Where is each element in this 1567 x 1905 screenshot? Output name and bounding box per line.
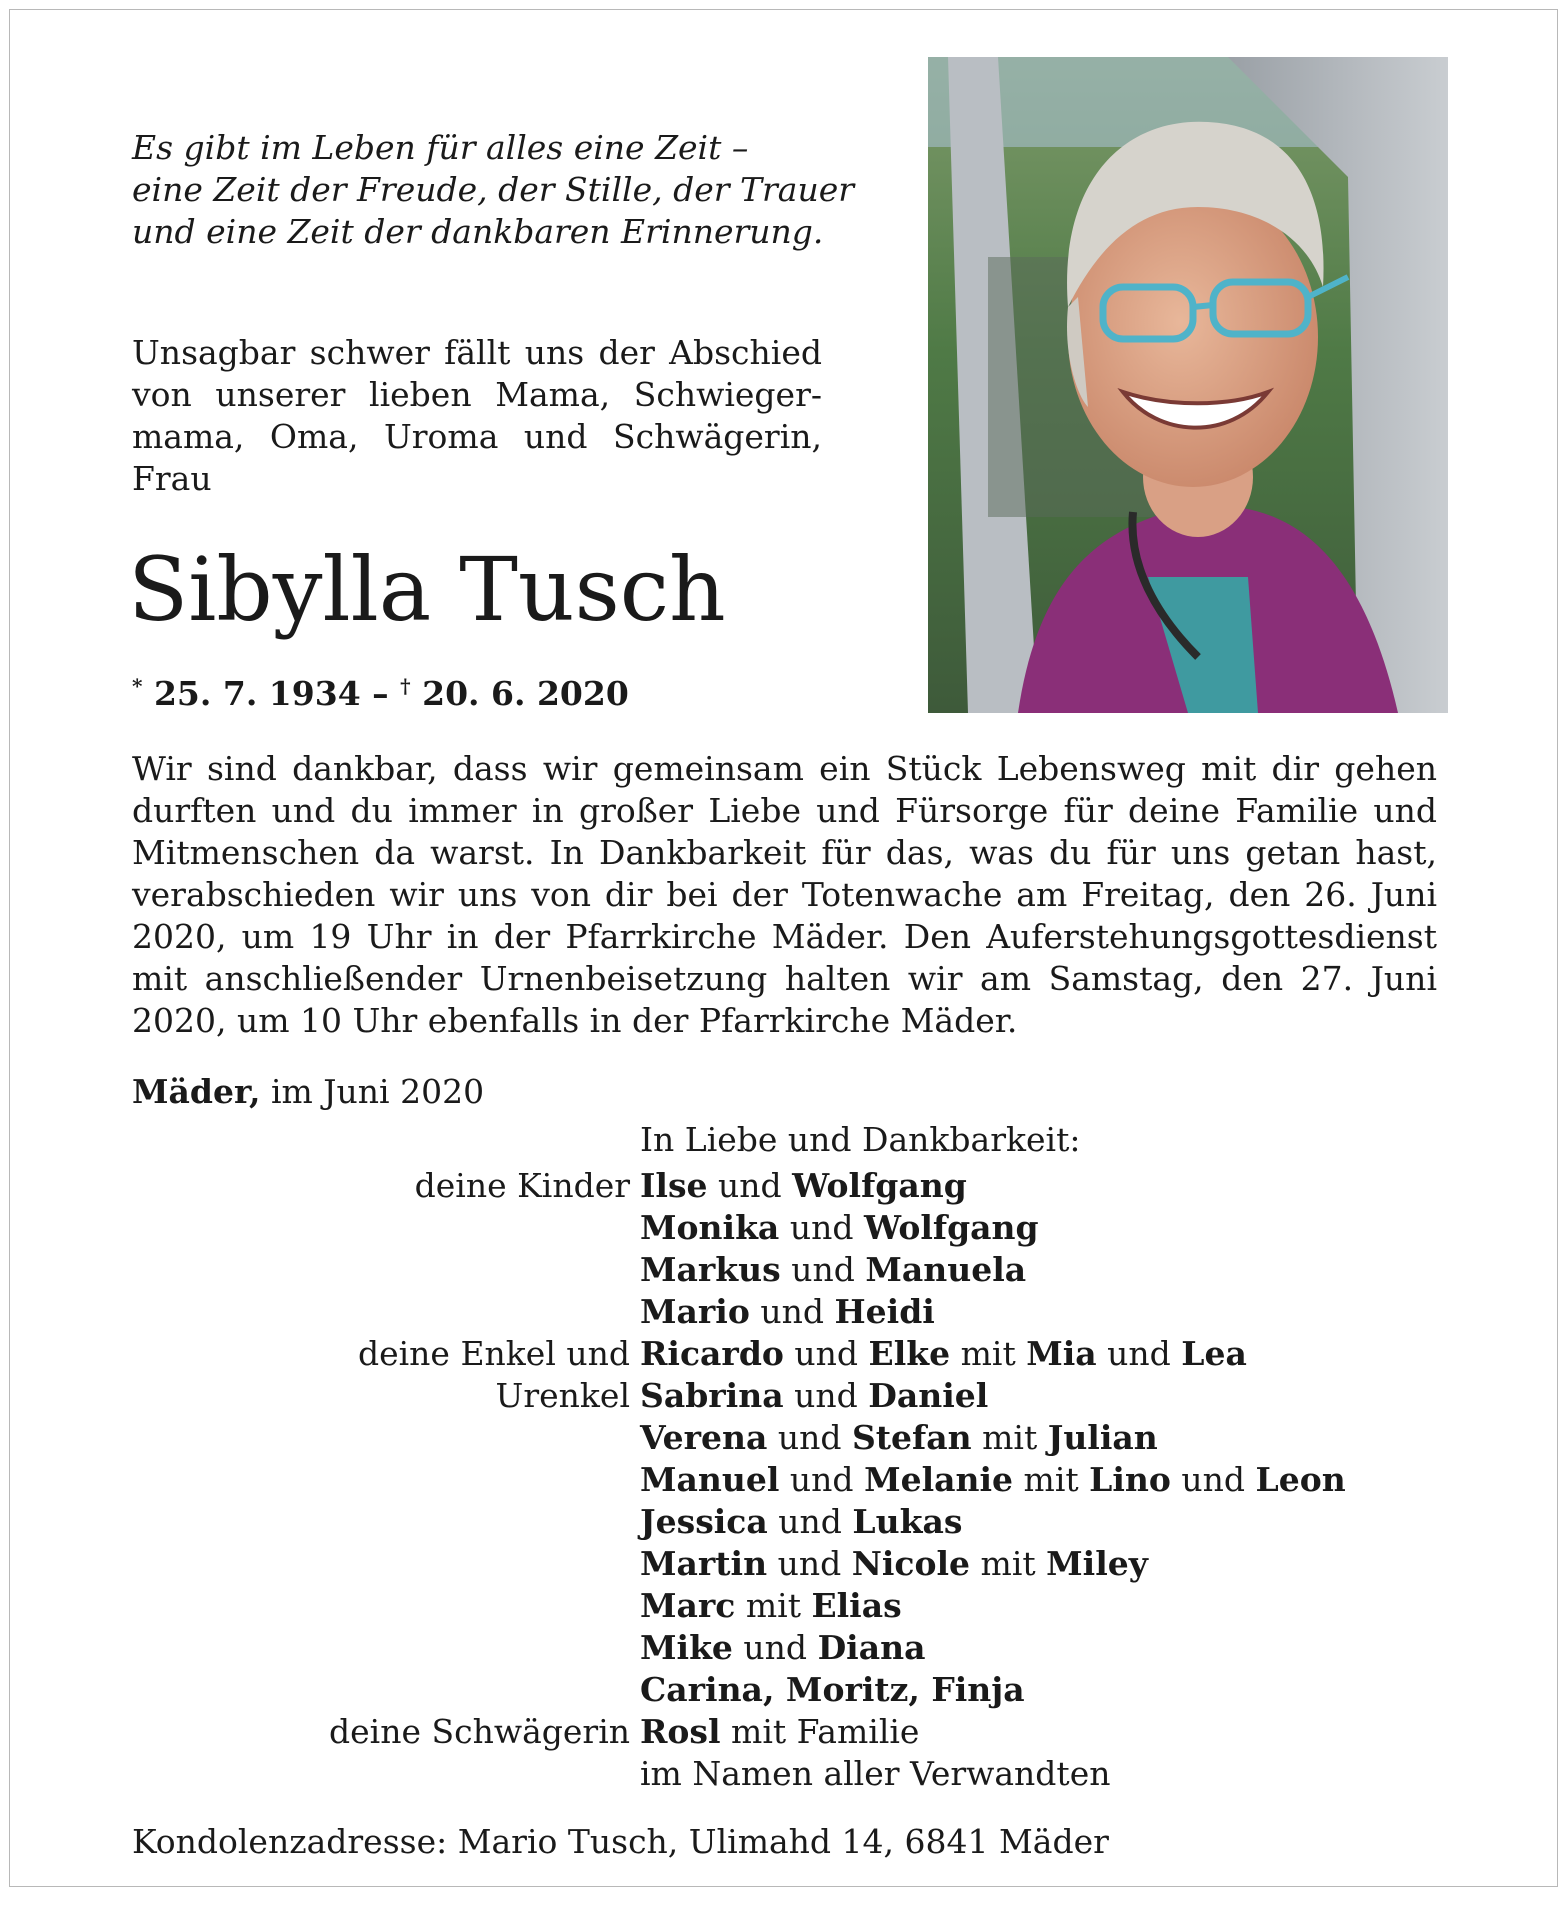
relation-label: deine Kinder	[414, 1166, 630, 1205]
mourner-row	[10, 1417, 1550, 1459]
mourner-names	[640, 1711, 919, 1753]
place-date: im Juni 2020	[270, 1072, 485, 1111]
mourner-name: Mario	[640, 1292, 750, 1331]
connector-text: und	[767, 1502, 853, 1541]
date-separator: –	[372, 674, 389, 713]
mourner-row	[10, 1207, 1550, 1249]
mourner-row	[10, 1249, 1550, 1291]
relation-label: deine Enkel und	[357, 1334, 630, 1373]
mourner-name: Marc	[640, 1586, 736, 1625]
connector-text: im Namen aller Verwandten	[640, 1754, 1111, 1793]
mourner-name: Ricardo	[640, 1334, 784, 1373]
mourner-names	[640, 1291, 935, 1333]
mourner-row	[10, 1753, 1550, 1795]
connector-text: und	[783, 1376, 869, 1415]
mourner-name: Rosl	[640, 1712, 721, 1751]
mourner-names	[640, 1249, 1026, 1291]
mourner-list	[10, 1165, 1550, 1795]
mourner-names	[640, 1459, 1346, 1501]
mourner-name: Mia	[1026, 1334, 1097, 1373]
mourner-name: Melanie	[864, 1460, 1014, 1499]
mourner-names	[640, 1543, 1148, 1585]
memorial-quote	[132, 127, 855, 253]
mourner-row	[10, 1165, 1550, 1207]
thanks-heading: In Liebe und Dankbarkeit:	[640, 1120, 1081, 1159]
mourner-name: Lea	[1181, 1334, 1247, 1373]
relation-label: Urenkel	[495, 1376, 630, 1415]
connector-text: und	[779, 1208, 864, 1247]
mourner-row	[10, 1375, 1550, 1417]
mourner-name: Miley	[1046, 1544, 1148, 1583]
mourner-names	[640, 1417, 1158, 1459]
mourner-name: Jessica	[640, 1502, 768, 1541]
mourner-name: Leon	[1255, 1460, 1346, 1499]
connector-text: und	[749, 1292, 835, 1331]
mourner-name: Manuela	[865, 1250, 1027, 1289]
intro-text: Unsagbar schwer fällt uns der Abschied von unserer lieben Mama, Schwieger-mama, Oma, Uroma und Schwägerin, Frau	[132, 333, 822, 498]
mourner-name: Monika	[640, 1208, 780, 1247]
mourner-row	[10, 1501, 1550, 1543]
mourner-name: Julian	[1047, 1418, 1158, 1457]
mourner-names	[640, 1501, 962, 1543]
mourner-name: Heidi	[834, 1292, 935, 1331]
relation-label: deine Schwägerin	[329, 1712, 630, 1751]
mourner-name: Carina, Moritz, Finja	[640, 1670, 1025, 1709]
birth-date: 25. 7. 1934	[153, 674, 361, 713]
mourner-name: Martin	[640, 1544, 768, 1583]
mourner-name: Ilse	[640, 1166, 708, 1205]
connector-text: mit	[971, 1418, 1048, 1457]
portrait-photo	[928, 57, 1448, 713]
mourner-row	[10, 1333, 1550, 1375]
connector-text: und	[732, 1628, 818, 1667]
mourner-names	[640, 1375, 988, 1417]
life-dates	[132, 674, 629, 713]
mourner-name: Diana	[817, 1628, 926, 1667]
place-date-line	[132, 1072, 484, 1111]
mourner-names	[640, 1585, 902, 1627]
connector-text: mit	[1013, 1460, 1090, 1499]
connector-text: und	[783, 1334, 869, 1373]
mourner-row	[10, 1291, 1550, 1333]
connector-text: und	[767, 1544, 852, 1583]
mourner-name: Manuel	[640, 1460, 780, 1499]
connector-text: und	[767, 1418, 852, 1457]
connector-text: mit	[970, 1544, 1047, 1583]
mourner-row	[10, 1543, 1550, 1585]
birth-symbol: *	[132, 674, 143, 698]
mourner-name: Verena	[640, 1418, 768, 1457]
quote-line: und eine Zeit der dankbaren Erinnerung.	[132, 212, 824, 251]
mourner-names	[640, 1753, 1110, 1795]
mourner-names	[640, 1207, 1039, 1249]
connector-text: und	[1170, 1460, 1256, 1499]
body-text: Wir sind dankbar, dass wir gemeinsam ein Stück Lebensweg mit dir gehen durften und du immer in großer Liebe und Fürsorge für deine Familie und Mitmenschen da warst. In Dankbarkeit für das, was du für uns getan hast, verabschieden wir uns von dir bei der Totenwache am Freitag, den 26. Juni 2020, um 19 Uhr in der Pfarrkirche Mäder. Den Auferstehungsgottesdienst mit anschließender Urnenbeisetzung halten wir am Samstag, den 27. Juni 2020, um 10 Uhr ebenfalls in der Pfarrkirche Mäder.	[132, 749, 1437, 1040]
connector-text: und	[707, 1166, 793, 1205]
condolence-address: Kondolenzadresse: Mario Tusch, Ulimahd 14, 6841 Mäder	[132, 1822, 1109, 1861]
mourner-name: Mike	[640, 1628, 733, 1667]
mourner-name: Elias	[811, 1586, 902, 1625]
mourner-name: Daniel	[868, 1376, 989, 1415]
mourner-name: Lukas	[852, 1502, 963, 1541]
quote-line: eine Zeit der Freude, der Stille, der Trauer	[132, 170, 855, 209]
mourner-name: Sabrina	[640, 1376, 784, 1415]
mourner-name: Wolfgang	[792, 1166, 967, 1205]
mourner-names	[640, 1165, 967, 1207]
mourner-name: Elke	[868, 1334, 951, 1373]
mourner-row	[10, 1585, 1550, 1627]
connector-text: und	[780, 1250, 866, 1289]
obituary-notice	[9, 9, 1558, 1887]
mourner-name: Nicole	[851, 1544, 971, 1583]
connector-text: und	[779, 1460, 865, 1499]
death-symbol: †	[400, 674, 411, 698]
death-date: 20. 6. 2020	[422, 674, 629, 713]
place-town: Mäder,	[132, 1072, 261, 1111]
mourner-name: Lino	[1089, 1460, 1171, 1499]
mourner-row	[10, 1711, 1550, 1753]
portrait-illustration	[928, 57, 1448, 713]
connector-text: mit Familie	[720, 1712, 920, 1751]
connector-text: mit	[950, 1334, 1027, 1373]
mourner-names	[640, 1627, 925, 1669]
mourner-names	[640, 1333, 1247, 1375]
mourner-name: Stefan	[851, 1418, 972, 1457]
mourner-name: Wolfgang	[863, 1208, 1039, 1247]
quote-line: Es gibt im Leben für alles eine Zeit –	[132, 128, 749, 167]
deceased-name: Sibylla Tusch	[128, 538, 726, 641]
mourner-names	[640, 1669, 1025, 1711]
mourner-row	[10, 1459, 1550, 1501]
mourner-row	[10, 1627, 1550, 1669]
mourner-name: Markus	[640, 1250, 781, 1289]
mourner-row	[10, 1669, 1550, 1711]
connector-text: mit	[735, 1586, 812, 1625]
connector-text: und	[1096, 1334, 1182, 1373]
